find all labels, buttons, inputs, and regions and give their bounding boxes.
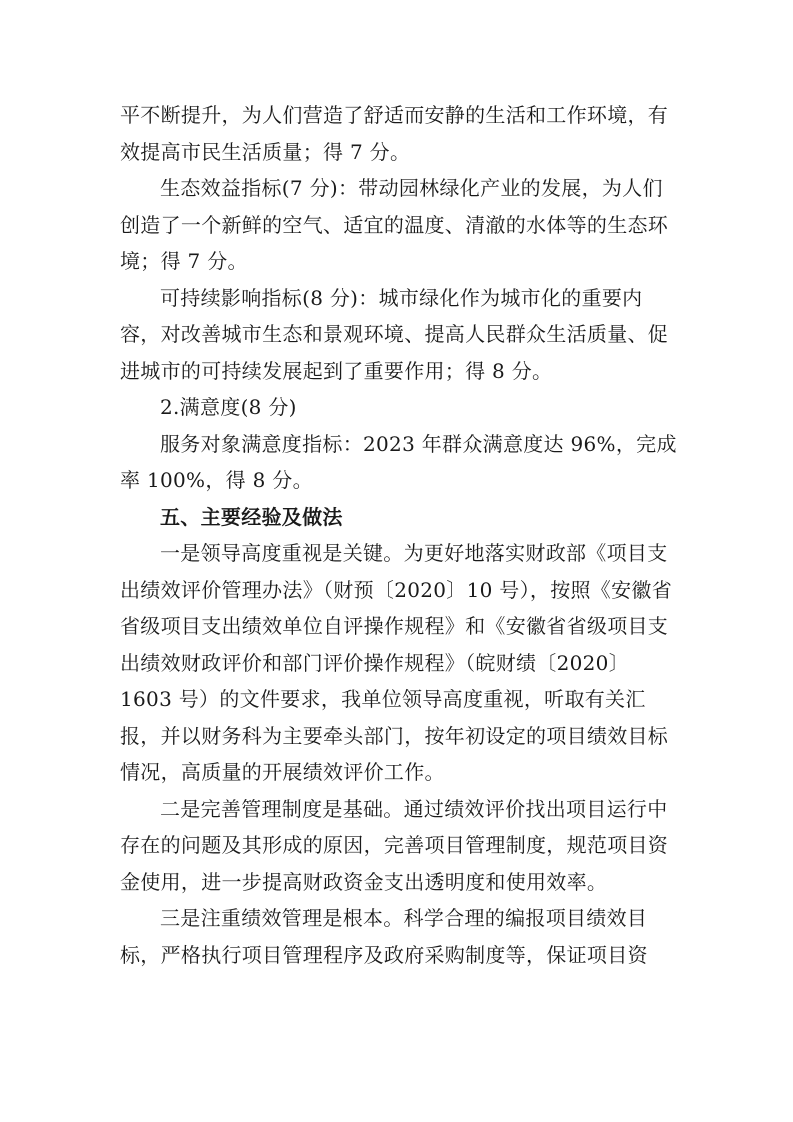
paragraph-continuation: 平不断提升，为人们营造了舒适而安静的生活和工作环境，有效提高市民生活质量；得 7 分。 [120,103,669,164]
paragraph-sustainable-impact: 可持续影响指标(8 分)：城市绿化作为城市化的重要内容，对改善城市生态和景观环境、提高人民群众生活质量、促进城市的可持续发展起到了重要作用；得 8 分。 [120,285,669,383]
paragraph-experience-one: 一是领导高度重视是关键。为更好地落实财政部《项目支出绩效评价管理办法》（财预〔2020〕10 号），按照《安徽省省级项目支出绩效单位自评操作规程》和《安徽省省级项目支出绩效财政评价和部门评价操作规程》（皖财绩〔2020〕1603 号）的文件要求，我单位领导高度重视，听取有关汇报，并以财务科为主要牵头部门，按年初设定的项目绩效目标情况，高质量的开展绩效评价工作。 [120,541,673,784]
paragraph-satisfaction-title: 2.满意度(8 分) [160,395,297,419]
paragraph-experience-three: 三是注重绩效管理是根本。科学合理的编报项目绩效目标，严格执行项目管理程序及政府采购制度等，保证项目资 [120,906,648,967]
paragraph-satisfaction-indicator: 服务对象满意度指标：2023 年群众满意度达 96%，完成率 100%，得 8 分。 [120,431,677,492]
section-heading: 五、主要经验及做法 [160,504,343,529]
paragraph-experience-two: 二是完善管理制度是基础。通过绩效评价找出项目运行中存在的问题及其形成的原因，完善项目管理制度，规范项目资金使用，进一步提高财政资金支出透明度和使用效率。 [120,796,669,894]
paragraph-ecological-benefit: 生态效益指标(7 分)：带动园林绿化产业的发展，为人们创造了一个新鲜的空气、适宜的温度、清澈的水体等的生态环境；得 7 分。 [120,176,669,273]
document-body [120,97,680,973]
